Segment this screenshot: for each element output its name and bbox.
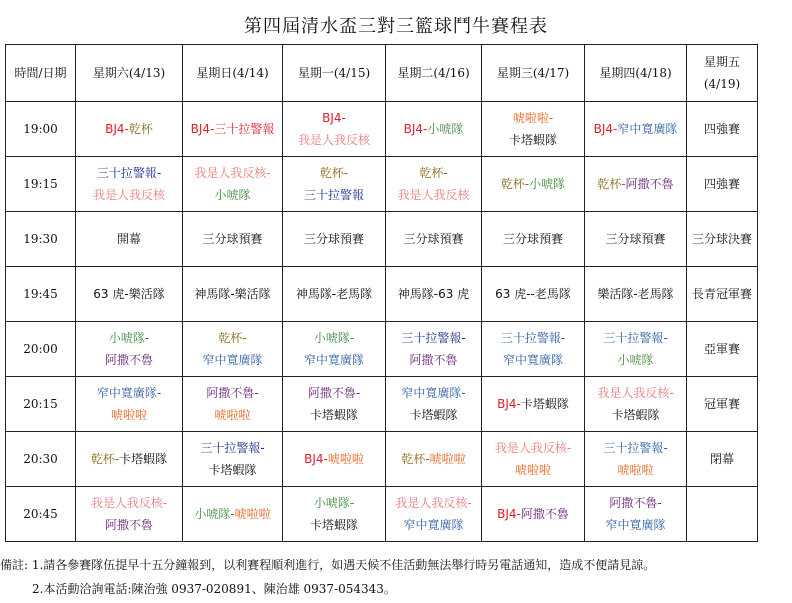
header-day: 星期日(4/14) bbox=[183, 45, 283, 102]
match-line bbox=[585, 349, 686, 371]
match-line bbox=[183, 503, 282, 525]
match-line bbox=[585, 437, 686, 459]
team-name: BJ4- bbox=[105, 122, 129, 136]
team-name: 我是人我反核- bbox=[194, 166, 271, 180]
empty-cell bbox=[687, 487, 758, 542]
match-line bbox=[183, 184, 282, 206]
match-line bbox=[482, 327, 584, 349]
match-line bbox=[386, 118, 481, 140]
team-name: 乾杯- bbox=[90, 452, 120, 466]
team-name: 三分球預賽 bbox=[403, 232, 464, 246]
match-cell bbox=[183, 102, 283, 157]
team-name: 63 虎--老馬隊 bbox=[495, 287, 571, 301]
time-cell: 19:45 bbox=[6, 267, 76, 322]
note-line-1: 備註: 1.請各參賽隊伍提早十五分鐘報到，以利賽程順利進行，如遇天候不佳活動無法舉行時另電話通知，造成不便請見諒。 bbox=[0, 558, 656, 572]
team-name: 卡塔蝦隊 bbox=[508, 133, 557, 147]
team-name: 我是人我反核- bbox=[494, 441, 572, 455]
team-name: 四強賽 bbox=[703, 122, 740, 136]
team-name: 唬啦啦- bbox=[512, 111, 554, 125]
match-cell bbox=[283, 377, 386, 432]
team-name: 小唬隊- bbox=[108, 331, 150, 345]
match-cell bbox=[283, 267, 386, 322]
team-name: 閉幕 bbox=[709, 452, 734, 466]
team-name: BJ4- bbox=[190, 122, 215, 136]
match-cell bbox=[687, 377, 758, 432]
match-cell bbox=[585, 102, 687, 157]
match-line bbox=[183, 404, 282, 426]
match-line bbox=[482, 349, 584, 371]
team-name: 三十拉警報 bbox=[303, 188, 364, 202]
match-line bbox=[283, 382, 385, 404]
header-day: 星期四(4/18) bbox=[585, 45, 687, 102]
team-name: BJ4- bbox=[403, 122, 428, 136]
match-cell bbox=[585, 487, 687, 542]
team-name: 三十拉警報- bbox=[200, 441, 265, 455]
match-line bbox=[283, 107, 385, 129]
team-name: 卡塔蝦隊 bbox=[119, 452, 168, 466]
team-name: 四強賽 bbox=[703, 177, 740, 191]
team-name: 三分球預賽 bbox=[502, 232, 563, 246]
match-cell bbox=[585, 267, 687, 322]
team-name: 窄中寬廣隊 bbox=[403, 518, 464, 532]
match-line bbox=[585, 173, 686, 195]
match-cell bbox=[183, 322, 283, 377]
team-name: 窄中寬廣隊 bbox=[617, 122, 678, 136]
match-cell bbox=[283, 487, 386, 542]
match-line bbox=[283, 492, 385, 514]
time-cell: 20:00 bbox=[6, 322, 76, 377]
match-line bbox=[283, 283, 385, 305]
match-line bbox=[183, 327, 282, 349]
schedule-row bbox=[6, 102, 758, 157]
team-name: 卡塔蝦隊 bbox=[309, 408, 358, 422]
team-name: 三分球預賽 bbox=[303, 232, 364, 246]
schedule-row bbox=[6, 432, 758, 487]
match-line bbox=[76, 492, 182, 514]
match-line bbox=[386, 514, 481, 536]
match-line bbox=[386, 283, 481, 305]
page-title: 第四屆清水盃三對三籃球鬥牛賽程表 bbox=[244, 16, 548, 37]
match-line bbox=[687, 118, 757, 140]
header-day: 星期一(4/15) bbox=[283, 45, 386, 102]
team-name: 唬啦啦 bbox=[234, 507, 271, 521]
team-name: BJ4- bbox=[304, 452, 328, 466]
match-line bbox=[183, 228, 282, 250]
team-name: 亞軍賽 bbox=[703, 342, 740, 356]
match-line bbox=[585, 283, 686, 305]
match-cell bbox=[386, 322, 482, 377]
match-line bbox=[76, 283, 182, 305]
team-name: 三十拉警報- bbox=[500, 331, 566, 345]
team-name: 神馬隊-老馬隊 bbox=[295, 287, 373, 301]
team-name: 窄中寬廣隊 bbox=[605, 518, 666, 532]
match-cell bbox=[585, 377, 687, 432]
match-cell bbox=[76, 267, 183, 322]
time-cell: 19:15 bbox=[6, 157, 76, 212]
team-name: 阿撒不魯- bbox=[609, 496, 662, 510]
time-cell: 20:15 bbox=[6, 377, 76, 432]
team-name: 唬啦啦 bbox=[514, 463, 551, 477]
team-name: 小唬隊 bbox=[427, 122, 464, 136]
team-name: 三十拉警報- bbox=[401, 331, 466, 345]
schedule-row bbox=[6, 157, 758, 212]
time-cell: 19:30 bbox=[6, 212, 76, 267]
match-cell bbox=[585, 322, 687, 377]
team-name: 窄中寬廣隊- bbox=[401, 386, 466, 400]
match-line bbox=[283, 327, 385, 349]
team-name: 阿撒不魯- bbox=[307, 386, 361, 400]
match-cell bbox=[585, 432, 687, 487]
team-name: 開幕 bbox=[116, 232, 141, 246]
match-line bbox=[482, 107, 584, 129]
match-cell bbox=[482, 212, 585, 267]
team-name: 卡塔蝦隊 bbox=[611, 408, 660, 422]
match-cell bbox=[482, 267, 585, 322]
time-cell: 19:00 bbox=[6, 102, 76, 157]
team-name: 阿撒不魯 bbox=[520, 507, 569, 521]
team-name: 三分球預賽 bbox=[605, 232, 666, 246]
match-cell bbox=[283, 432, 386, 487]
match-cell bbox=[687, 432, 758, 487]
match-line bbox=[76, 162, 182, 184]
team-name: BJ4- bbox=[322, 111, 346, 125]
team-name: 唬啦啦 bbox=[110, 408, 147, 422]
team-name: 63 虎-樂活隊 bbox=[93, 287, 165, 301]
team-name: 我是人我反核- bbox=[597, 386, 674, 400]
match-cell bbox=[585, 212, 687, 267]
match-cell bbox=[283, 212, 386, 267]
match-cell bbox=[386, 157, 482, 212]
team-name: 我是人我反核 bbox=[297, 133, 370, 147]
team-name: 卡塔蝦隊 bbox=[309, 518, 358, 532]
team-name: 我是人我反核 bbox=[92, 188, 165, 202]
match-line bbox=[687, 228, 757, 250]
match-line bbox=[687, 173, 757, 195]
team-name: 卡塔蝦隊 bbox=[409, 408, 458, 422]
team-name: 乾杯- bbox=[401, 452, 430, 466]
match-line bbox=[585, 514, 686, 536]
match-cell bbox=[183, 212, 283, 267]
header-time-date: 時間/日期 bbox=[6, 45, 76, 102]
match-line bbox=[283, 404, 385, 426]
match-line bbox=[183, 283, 282, 305]
match-line bbox=[76, 118, 182, 140]
match-cell bbox=[687, 267, 758, 322]
header-day: 星期三(4/17) bbox=[482, 45, 585, 102]
match-line bbox=[585, 382, 686, 404]
match-cell bbox=[283, 322, 386, 377]
team-name: 小唬隊 bbox=[617, 353, 654, 367]
match-line bbox=[183, 118, 282, 140]
team-name: 窄中寬廣隊 bbox=[202, 353, 263, 367]
match-cell bbox=[482, 322, 585, 377]
team-name: 小唬隊- bbox=[194, 507, 235, 521]
match-line bbox=[283, 184, 385, 206]
team-name: 唬啦啦 bbox=[327, 452, 364, 466]
match-cell bbox=[76, 157, 183, 212]
match-line bbox=[585, 404, 686, 426]
match-cell bbox=[687, 157, 758, 212]
match-line bbox=[283, 162, 385, 184]
team-name: 乾杯- bbox=[319, 166, 349, 180]
match-line bbox=[386, 184, 481, 206]
notes bbox=[0, 553, 792, 601]
match-line bbox=[482, 283, 584, 305]
team-name: 三十拉警報- bbox=[603, 331, 668, 345]
match-cell bbox=[76, 432, 183, 487]
team-name: 神馬隊-樂活隊 bbox=[194, 287, 271, 301]
team-name: 唬啦啦 bbox=[214, 408, 251, 422]
match-line bbox=[76, 382, 182, 404]
team-name: 窄中寬廣隊 bbox=[502, 353, 563, 367]
team-name: 三十拉警報 bbox=[214, 122, 275, 136]
match-line bbox=[283, 228, 385, 250]
match-line bbox=[283, 349, 385, 371]
match-line bbox=[687, 393, 757, 415]
match-cell bbox=[687, 102, 758, 157]
match-cell bbox=[183, 267, 283, 322]
team-name: 我是人我反核- bbox=[90, 496, 168, 510]
team-name: 窄中寬廣隊- bbox=[96, 386, 162, 400]
match-line bbox=[183, 162, 282, 184]
match-line bbox=[687, 283, 757, 305]
team-name: 冠軍賽 bbox=[703, 397, 740, 411]
match-line bbox=[386, 404, 481, 426]
match-cell bbox=[386, 487, 482, 542]
match-line bbox=[386, 228, 481, 250]
match-cell bbox=[183, 487, 283, 542]
match-cell bbox=[482, 432, 585, 487]
schedule-body bbox=[6, 102, 758, 542]
match-line bbox=[482, 173, 584, 195]
match-line bbox=[183, 437, 282, 459]
match-cell bbox=[482, 377, 585, 432]
time-cell: 20:30 bbox=[6, 432, 76, 487]
team-name: 三十拉警報- bbox=[603, 441, 668, 455]
match-line bbox=[386, 349, 481, 371]
match-line bbox=[386, 162, 481, 184]
match-line bbox=[76, 448, 182, 470]
match-line bbox=[585, 228, 686, 250]
match-cell bbox=[585, 157, 687, 212]
match-cell bbox=[482, 157, 585, 212]
team-name: 乾杯- bbox=[419, 166, 448, 180]
match-line bbox=[482, 437, 584, 459]
match-line bbox=[482, 459, 584, 481]
match-cell bbox=[386, 377, 482, 432]
team-name: 樂活隊-老馬隊 bbox=[597, 287, 674, 301]
match-line bbox=[283, 129, 385, 151]
match-cell bbox=[183, 432, 283, 487]
match-cell bbox=[386, 267, 482, 322]
match-cell bbox=[183, 377, 283, 432]
match-line bbox=[482, 129, 584, 151]
team-name: 乾杯- bbox=[218, 331, 247, 345]
team-name: BJ4- bbox=[497, 397, 521, 411]
match-line bbox=[386, 492, 481, 514]
team-name: 三分球預賽 bbox=[202, 232, 263, 246]
match-line bbox=[76, 514, 182, 536]
team-name: 阿撒不魯 bbox=[625, 177, 674, 191]
schedule-table bbox=[5, 44, 758, 542]
team-name: 阿撒不魯 bbox=[409, 353, 458, 367]
team-name: BJ4- bbox=[593, 122, 618, 136]
team-name: 乾杯- bbox=[500, 177, 530, 191]
match-cell bbox=[76, 322, 183, 377]
header-day: 星期六(4/13) bbox=[76, 45, 183, 102]
team-name: 我是人我反核 bbox=[397, 188, 470, 202]
match-line bbox=[183, 349, 282, 371]
team-name: 卡塔蝦隊 bbox=[208, 463, 257, 477]
team-name: 小唬隊- bbox=[313, 496, 355, 510]
match-line bbox=[482, 503, 584, 525]
match-line bbox=[585, 118, 686, 140]
team-name: 阿撒不魯 bbox=[104, 353, 153, 367]
team-name: 乾杯 bbox=[128, 122, 153, 136]
match-line bbox=[386, 327, 481, 349]
schedule-row bbox=[6, 267, 758, 322]
team-name: 乾杯- bbox=[597, 177, 626, 191]
match-cell bbox=[76, 377, 183, 432]
match-line bbox=[386, 448, 481, 470]
team-name: 三分球決賽 bbox=[691, 232, 752, 246]
team-name: 卡塔蝦隊 bbox=[520, 397, 569, 411]
schedule-row bbox=[6, 487, 758, 542]
match-line bbox=[585, 459, 686, 481]
match-line bbox=[687, 448, 757, 470]
team-name: 長青冠軍賽 bbox=[691, 287, 752, 301]
match-line bbox=[585, 327, 686, 349]
match-line bbox=[687, 338, 757, 360]
match-line bbox=[76, 327, 182, 349]
match-line bbox=[76, 404, 182, 426]
match-line bbox=[585, 492, 686, 514]
team-name: BJ4- bbox=[497, 507, 521, 521]
team-name: 我是人我反核- bbox=[395, 496, 472, 510]
match-cell bbox=[283, 157, 386, 212]
match-line bbox=[76, 184, 182, 206]
match-cell bbox=[687, 322, 758, 377]
match-cell bbox=[386, 102, 482, 157]
match-line bbox=[482, 393, 584, 415]
team-name: 唬啦啦 bbox=[429, 452, 466, 466]
team-name: 阿撒不魯- bbox=[206, 386, 259, 400]
team-name: 小唬隊- bbox=[313, 331, 355, 345]
match-cell bbox=[386, 212, 482, 267]
match-line bbox=[183, 382, 282, 404]
match-cell bbox=[76, 487, 183, 542]
match-cell bbox=[482, 487, 585, 542]
match-line bbox=[386, 382, 481, 404]
team-name: 唬啦啦 bbox=[617, 463, 654, 477]
team-name: 神馬隊-63 虎 bbox=[397, 287, 470, 301]
match-line bbox=[183, 459, 282, 481]
match-cell bbox=[183, 157, 283, 212]
team-name: 窄中寬廣隊 bbox=[303, 353, 364, 367]
team-name: 阿撒不魯 bbox=[104, 518, 153, 532]
schedule-row bbox=[6, 322, 758, 377]
team-name: 小唬隊 bbox=[214, 188, 251, 202]
header-day: 星期二(4/16) bbox=[386, 45, 482, 102]
schedule-row bbox=[6, 212, 758, 267]
match-line bbox=[283, 448, 385, 470]
team-name: 三十拉警報- bbox=[96, 166, 162, 180]
header-row bbox=[6, 45, 758, 102]
match-line bbox=[76, 349, 182, 371]
team-name: 小唬隊 bbox=[529, 177, 566, 191]
header-day: 星期五(4/19) bbox=[687, 45, 758, 102]
match-cell bbox=[76, 212, 183, 267]
match-cell bbox=[386, 432, 482, 487]
match-line bbox=[283, 514, 385, 536]
match-cell bbox=[283, 102, 386, 157]
match-cell bbox=[482, 102, 585, 157]
schedule-row bbox=[6, 377, 758, 432]
match-line bbox=[76, 228, 182, 250]
note-line-2: 2.本活動洽詢電話:陳治強 0937-020891、陳治雄 0937-054343。 bbox=[32, 582, 396, 596]
match-cell bbox=[687, 212, 758, 267]
time-cell: 20:45 bbox=[6, 487, 76, 542]
match-cell bbox=[76, 102, 183, 157]
match-line bbox=[482, 228, 584, 250]
